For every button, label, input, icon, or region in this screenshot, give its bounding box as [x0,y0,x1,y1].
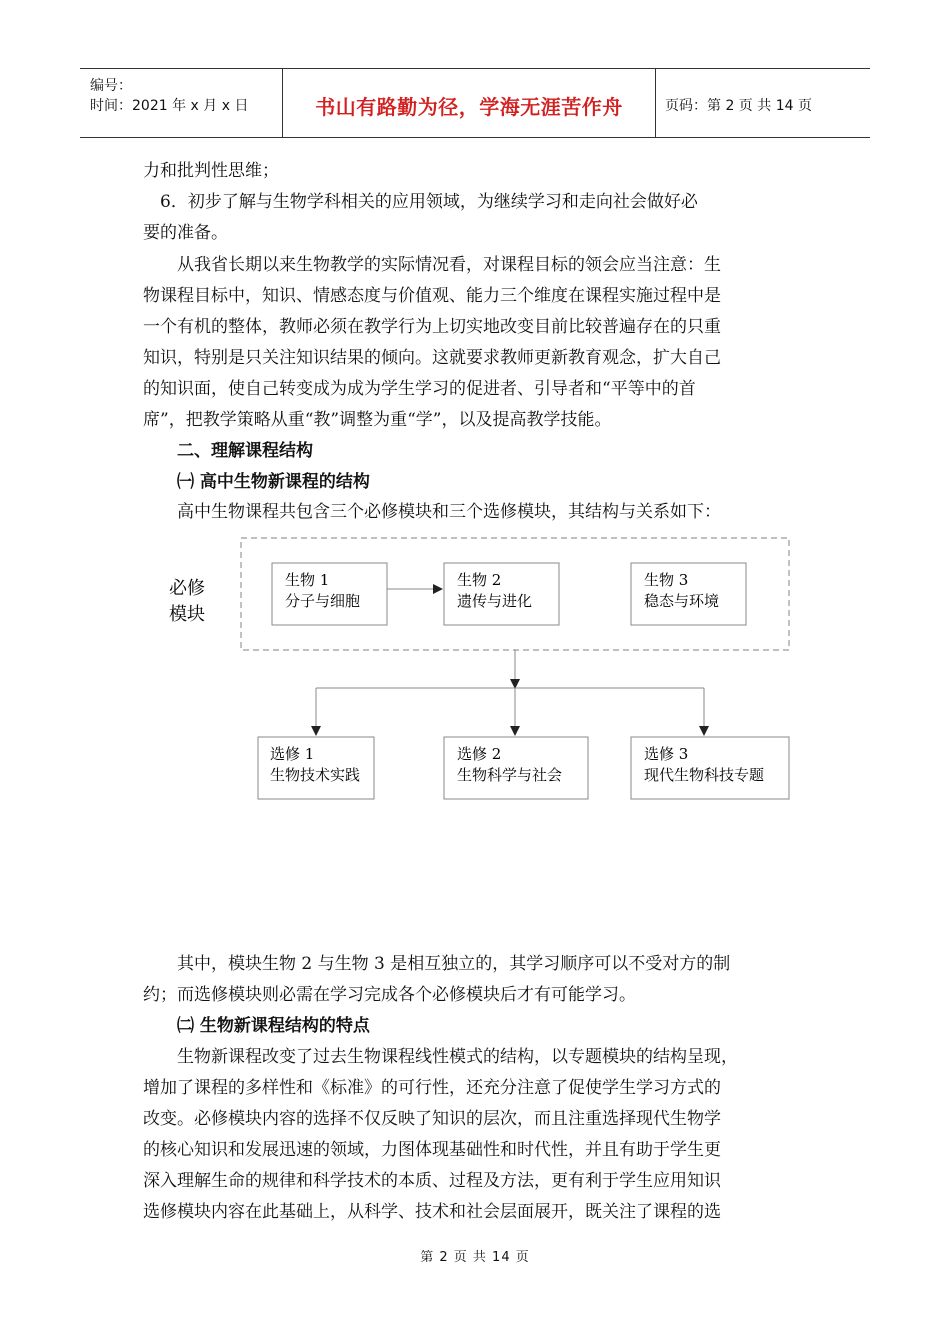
document-number-label: 编号： [90,78,132,94]
section-heading: 二、理解课程结构 [143,441,313,461]
elective1-title: 选修 1 [270,745,315,763]
paragraph-line: 生物新课程改变了过去生物课程线性模式的结构，以专题模块的结构呈现， [143,1047,738,1067]
paragraph-line: 一个有机的整体，教师必须在教学行为上切实地改变目前比较普遍存在的只重 [143,317,721,337]
module-bio1-subtitle: 分子与细胞 [285,592,361,610]
required-label-line2: 模块 [169,604,205,625]
elective1-subtitle: 生物技术实践 [270,766,361,784]
paragraph-line: 约；而选修模块则必需在学习完成各个必修模块后才有可能学习。 [143,985,636,1005]
header-page-info: 页码：第 2 页 共 14 页 [665,98,812,114]
page-header [80,68,870,138]
paragraph-line: 选修模块内容在此基础上，从科学、技术和社会层面展开，既关注了课程的选 [143,1202,721,1222]
subsection-heading: ㈠ 高中生物新课程的结构 [143,472,370,492]
required-label-line1: 必修 [169,578,205,599]
elective3-title: 选修 3 [644,745,689,763]
paragraph-line: 改变。必修模块内容的选择不仅反映了知识的层次，而且注重选择现代生物学 [143,1109,721,1129]
module-bio1-title: 生物 1 [285,571,330,589]
paragraph-line: 其中，模块生物 2 与生物 3 是相互独立的，其学习顺序可以不受对方的制 [143,954,731,974]
paragraph-line: 席”，把教学策略从重“教”调整为重“学”，以及提高教学技能。 [143,410,612,430]
module-bio2-subtitle: 遗传与进化 [457,592,533,610]
elective3-subtitle: 现代生物科技专题 [644,766,765,784]
document-date: 时间：2021 年 x 月 x 日 [90,98,249,114]
subsection-heading: ㈡ 生物新课程结构的特点 [143,1016,370,1036]
paragraph-line: 深入理解生命的规律和科学技术的本质、过程及方法，更有利于学生应用知识 [143,1171,721,1191]
header-right-cell [655,69,870,137]
paragraph-line: 从我省长期以来生物教学的实际情况看，对课程目标的领会应当注意：生 [143,255,721,275]
paragraph-line: 增加了课程的多样性和《标准》的可行性，还充分注意了促使学生学习方式的 [143,1078,721,1098]
page-footer: 第 2 页 共 14 页 [420,1250,530,1265]
paragraph-line: 力和批判性思维； [143,161,279,181]
paragraph-line: 高中生物课程共包含三个必修模块和三个选修模块，其结构与关系如下： [143,502,721,522]
elective2-title: 选修 2 [457,745,502,763]
paragraph-line: 要的准备。 [143,223,228,243]
paragraph-line: 的知识面，使自己转变成为成为学生学习的促进者、引导者和“平等中的首 [143,379,696,399]
header-left-cell [80,69,282,137]
elective2-subtitle: 生物科学与社会 [457,766,563,784]
module-bio3-title: 生物 3 [644,571,689,589]
module-bio2-title: 生物 2 [457,571,502,589]
paragraph-line: 物课程目标中，知识、情感态度与价值观、能力三个维度在课程实施过程中是 [143,286,721,306]
header-motto: 书山有路勤为径，学海无涯苦作舟 [315,95,623,119]
paragraph-line: 知识，特别是只关注知识结果的倾向。这就要求教师更新教育观念，扩大自己 [143,348,721,368]
header-motto-cell [282,69,656,137]
course-structure-diagram [150,530,800,810]
paragraph-line: 的核心知识和发展迅速的领域，力图体现基础性和时代性，并且有助于学生更 [143,1140,721,1160]
module-bio3-subtitle: 稳态与环境 [644,592,720,610]
paragraph-line: 6．初步了解与生物学科相关的应用领域，为继续学习和走向社会做好必 [143,192,698,212]
